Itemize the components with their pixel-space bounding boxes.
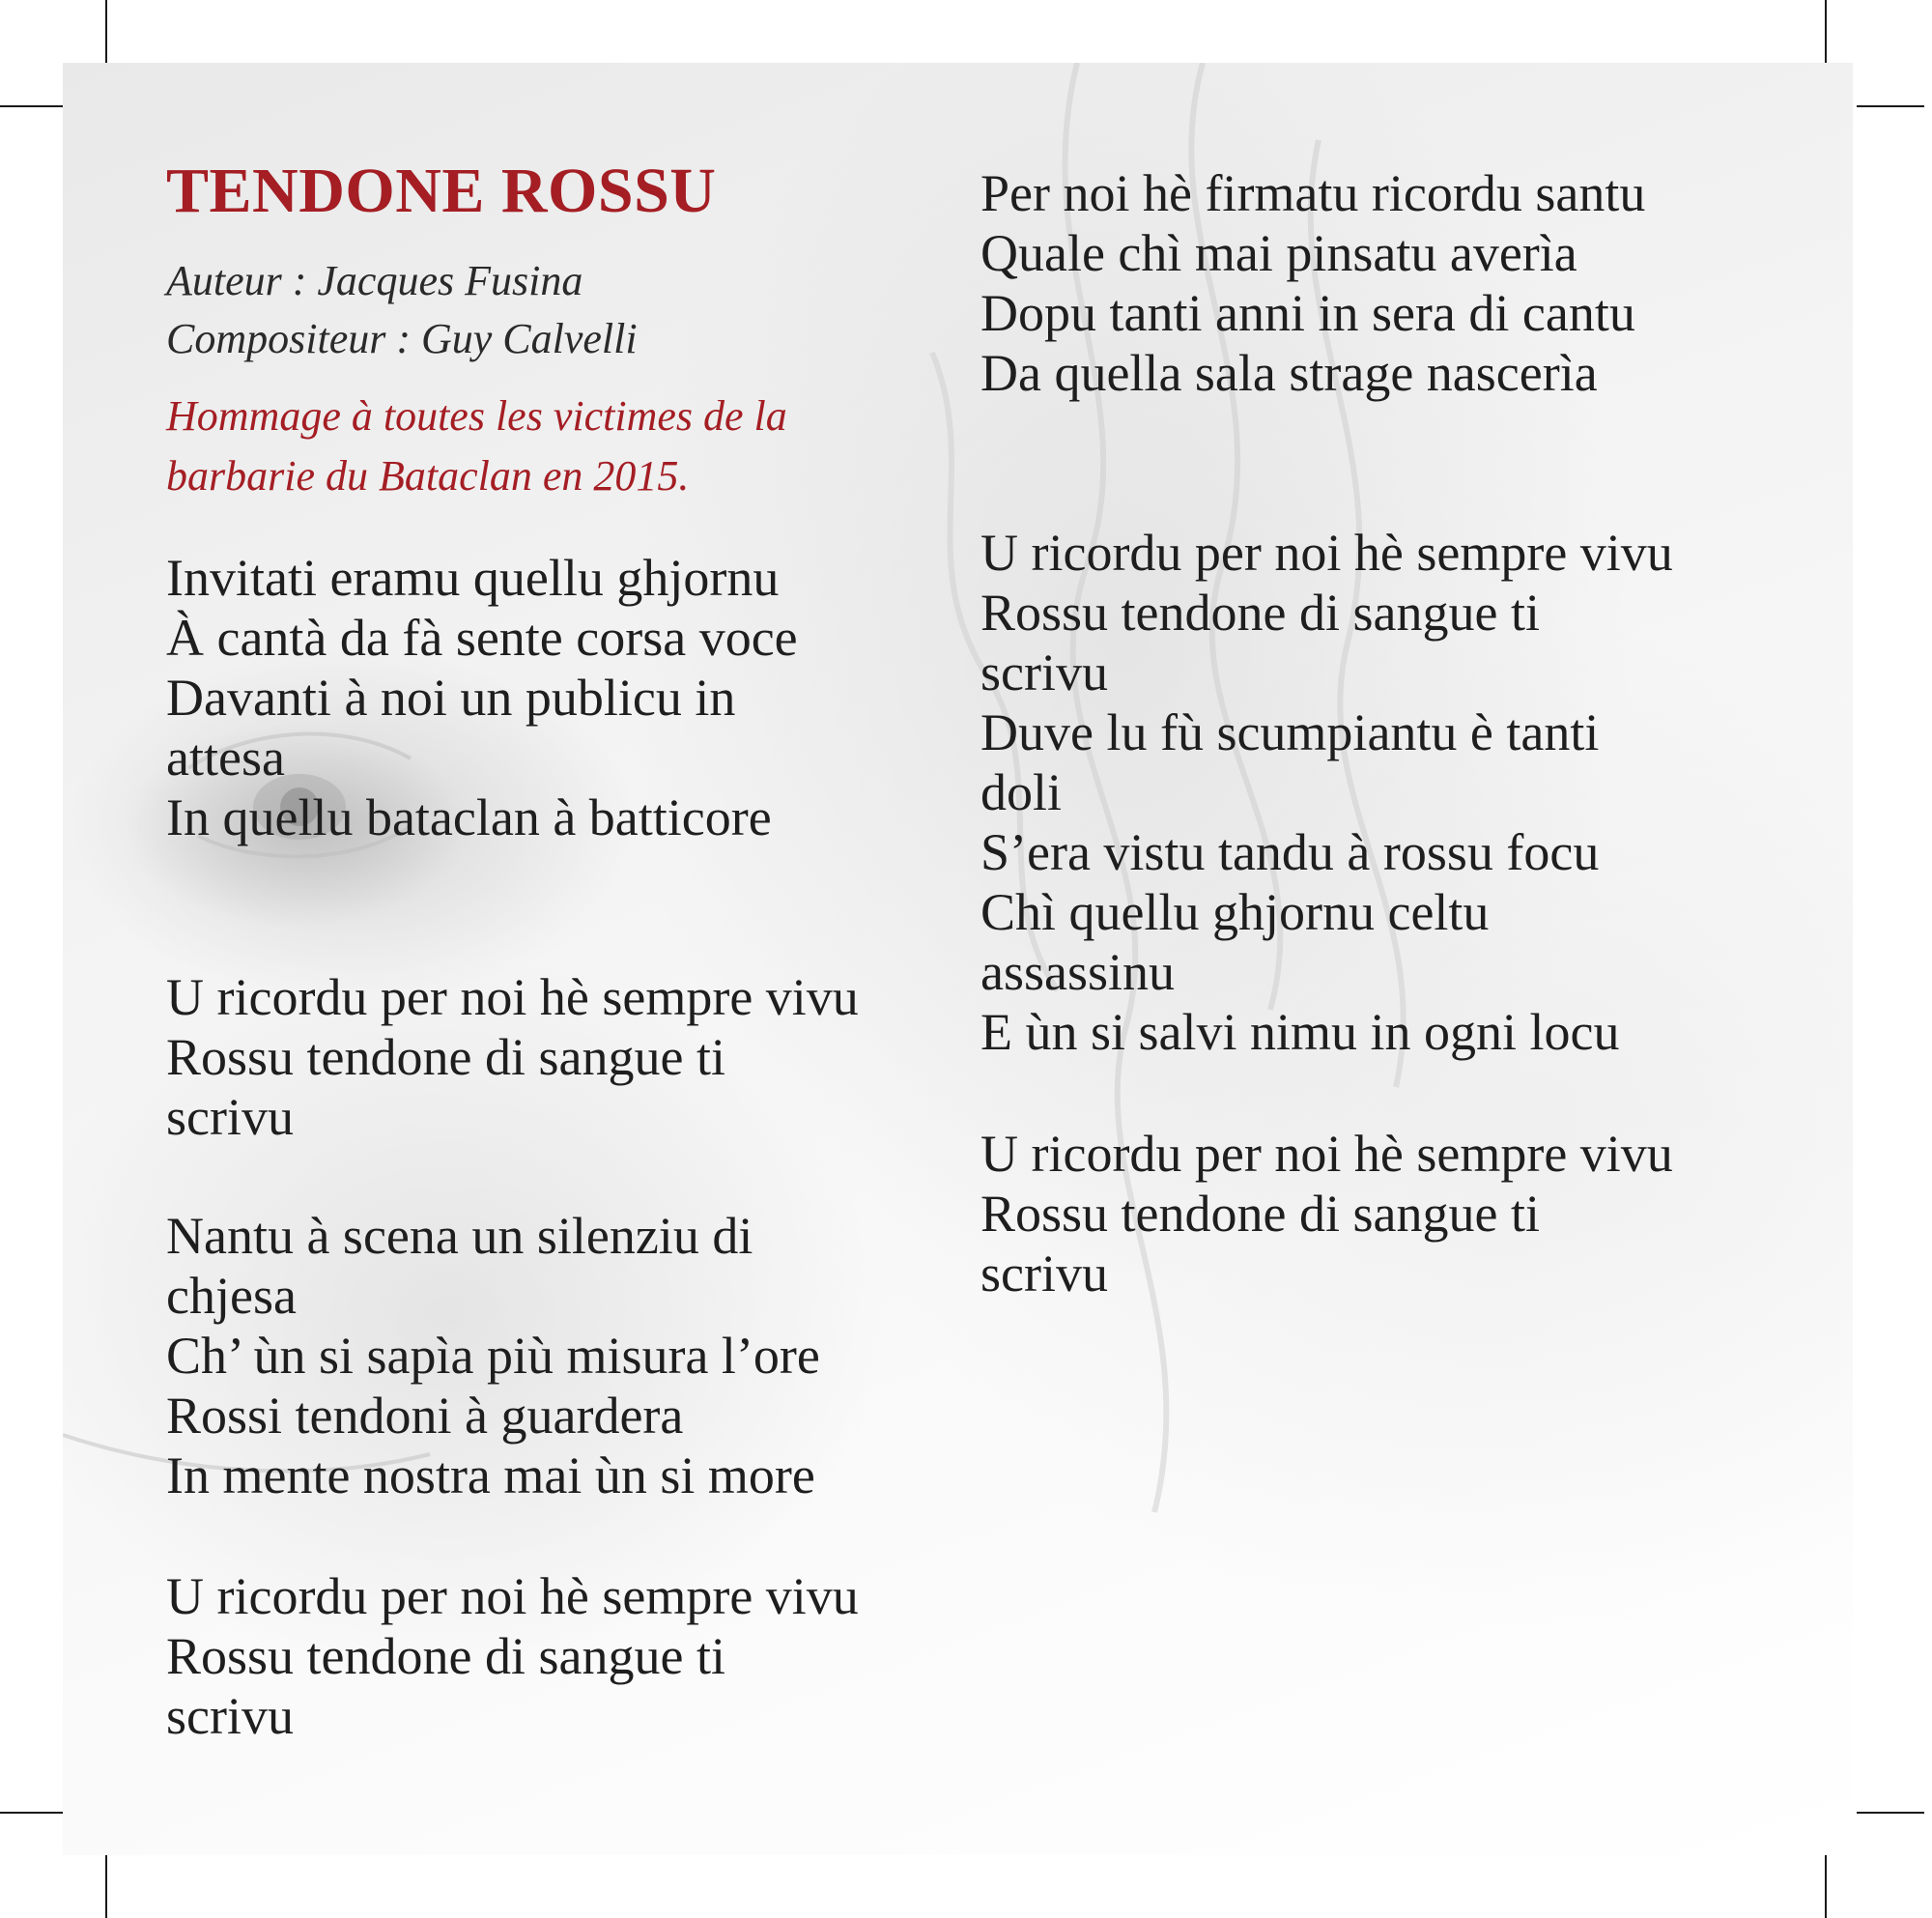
stanza [166,1206,820,1505]
lyric-line: scrivu [980,644,1108,701]
crop-mark-top-left [0,105,68,107]
lyric-line: U ricordu per noi hè sempre vivu [166,968,859,1026]
lyric-line: Quale chì mai pinsatu averìa [980,224,1577,282]
song-title: TENDONE ROSSU [166,156,717,226]
tribute-dedication [166,386,900,506]
refrain [166,1566,859,1746]
lyric-line: U ricordu per noi hè sempre vivu [166,1567,859,1625]
crop-mark-top-right [1825,0,1827,68]
refrain [166,967,859,1147]
lyric-line: attesa [166,729,285,787]
tribute-line: barbarie du Bataclan en 2015. [166,452,690,500]
tribute-line: Hommage à toutes les victimes de la [166,392,787,440]
lyric-line: Dopu tanti anni in sera di cantu [980,284,1635,342]
lyric-line: assassinu [980,943,1175,1001]
lyric-line: Da quella sala strage nascerìa [980,344,1598,402]
lyric-line: Chì quellu ghjornu celtu [980,883,1490,941]
crop-mark-bottom-right [1857,1812,1924,1814]
lyric-line: U ricordu per noi hè sempre vivu [980,524,1673,582]
stanza [166,548,798,847]
lyric-line: Davanti à noi un publicu in [166,669,736,727]
lyric-line: Rossu tendone di sangue ti [980,584,1540,642]
lyric-line: E ùn si salvi nimu in ogni locu [980,1003,1620,1061]
stanza [980,163,1645,403]
lyric-line: Invitati eramu quellu ghjornu [166,549,780,607]
crop-mark-top-left [105,0,107,68]
author-credit: Auteur : Jacques Fusina [166,257,583,304]
crop-mark-bottom-right [1825,1850,1827,1918]
lyric-line: Nantu à scena un silenziu di [166,1207,753,1265]
lyric-line: Rossi tendoni à guardera [166,1387,684,1445]
lyric-line: In mente nostra mai ùn si more [166,1446,815,1504]
crop-mark-bottom-left [0,1812,68,1814]
lyric-line: U ricordu per noi hè sempre vivu [980,1125,1673,1183]
lyric-line: Rossu tendone di sangue ti [166,1028,725,1086]
lyric-line: Ch’ ùn si sapìa più misura l’ore [166,1327,820,1385]
lyrics-page [63,63,1853,1855]
lyric-line: scrivu [980,1245,1108,1303]
lyric-line: Per noi hè firmatu ricordu santu [980,164,1646,222]
lyric-line: scrivu [166,1088,294,1146]
lyric-line: À cantà da fà sente corsa voce [166,609,798,667]
lyric-line: Duve lu fù scumpiantu è tanti [980,703,1600,761]
lyric-line: chjesa [166,1267,297,1325]
crop-mark-top-right [1857,105,1924,107]
lyric-line: scrivu [166,1687,294,1745]
lyric-line: In quellu bataclan à batticore [166,788,772,846]
lyric-line: Rossu tendone di sangue ti [980,1185,1540,1243]
lyric-line: doli [980,763,1063,821]
lyric-line: S’era vistu tandu à rossu focu [980,823,1600,881]
refrain-and-stanza [980,523,1673,1062]
lyric-line: Rossu tendone di sangue ti [166,1627,725,1685]
composer-credit: Compositeur : Guy Calvelli [166,315,638,362]
crop-mark-bottom-left [105,1850,107,1918]
refrain [980,1124,1673,1303]
